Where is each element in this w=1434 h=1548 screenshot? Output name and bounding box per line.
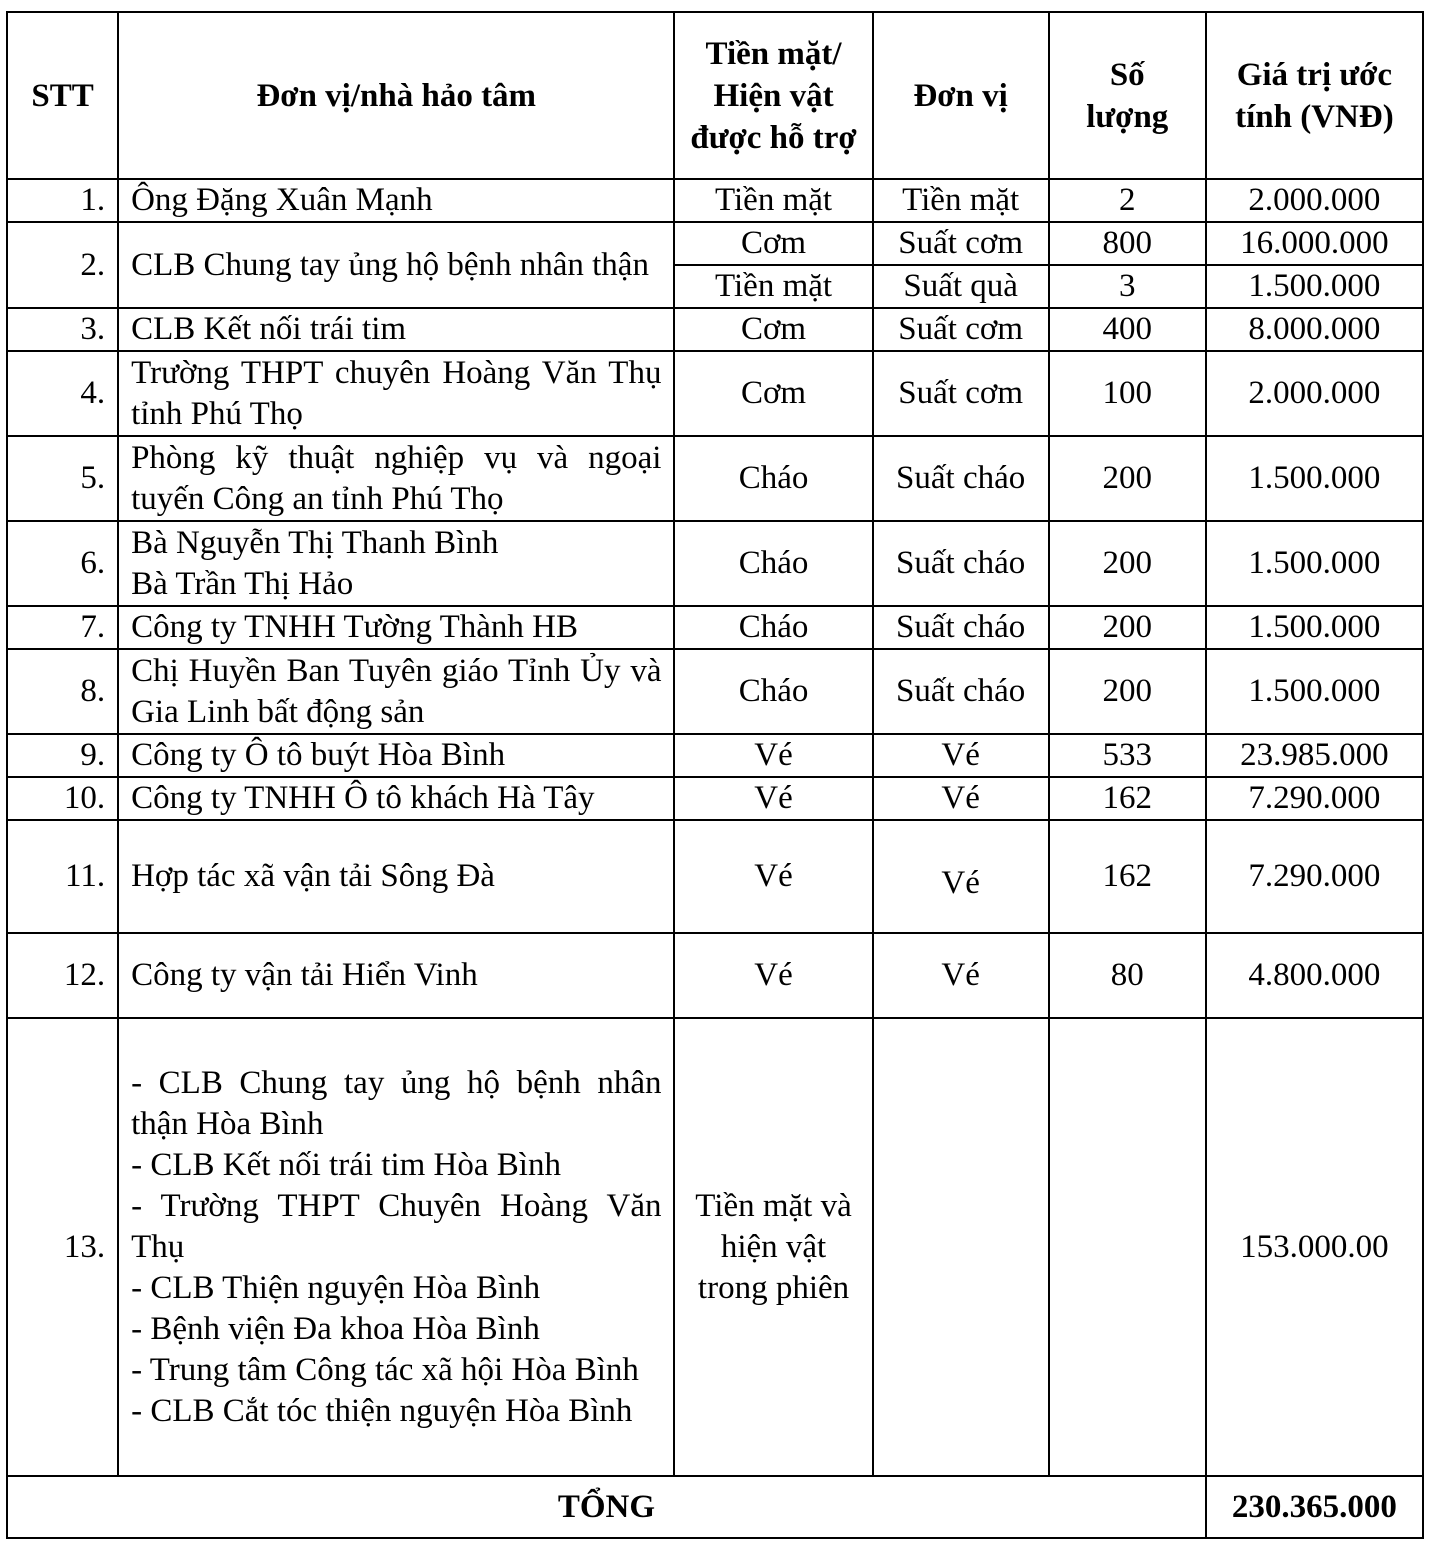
row-stt: 5. — [7, 436, 118, 521]
row-unit: Tiền mặt — [873, 179, 1049, 222]
row-donor: Trường THPT chuyên Hoàng Văn Thụ tỉnh Phú Thọ — [118, 351, 674, 436]
row-quantity: 80 — [1049, 933, 1206, 1018]
row-unit: Suất quà — [873, 265, 1049, 308]
table-row — [7, 820, 1423, 933]
row-quantity: 162 — [1049, 777, 1206, 820]
row-type: Tiền mặt — [674, 265, 872, 308]
row-stt: 7. — [7, 606, 118, 649]
donor-line: - CLB Chung tay ủng hộ bệnh nhân thận Hòa Bình — [131, 1064, 662, 1142]
row-type: Vé — [674, 734, 872, 777]
row-donor: Công ty Ô tô buýt Hòa Bình — [118, 734, 674, 777]
row-quantity: 162 — [1049, 820, 1206, 933]
table-row — [7, 734, 1423, 777]
row-stt: 4. — [7, 351, 118, 436]
row-quantity: 200 — [1049, 606, 1206, 649]
donor-line: - CLB Cắt tóc thiện nguyện Hòa Bình — [131, 1392, 633, 1429]
row-value: 8.000.000 — [1206, 308, 1423, 351]
row-donor: Chị Huyền Ban Tuyên giáo Tỉnh Ủy và Gia Linh bất động sản — [118, 649, 674, 734]
row-donor: Phòng kỹ thuật nghiệp vụ và ngoại tuyến Công an tỉnh Phú Thọ — [118, 436, 674, 521]
row-value: 2.000.000 — [1206, 351, 1423, 436]
row-quantity: 2 — [1049, 179, 1206, 222]
row-value: 1.500.000 — [1206, 521, 1423, 606]
row-type: Tiền mặt — [674, 179, 872, 222]
row-donor: Ông Đặng Xuân Mạnh — [118, 179, 674, 222]
row-unit: Vé — [873, 777, 1049, 820]
donor-line: Bà Trần Thị Hảo — [131, 565, 354, 602]
table-row — [7, 606, 1423, 649]
row-type: Cơm — [674, 308, 872, 351]
table-row — [7, 777, 1423, 820]
total-label: TỔNG — [7, 1476, 1206, 1538]
donor-line: Bà Nguyễn Thị Thanh Bình — [131, 524, 499, 561]
row-type: Cháo — [674, 521, 872, 606]
row-quantity: 533 — [1049, 734, 1206, 777]
table-row — [7, 308, 1423, 351]
row-donor: CLB Chung tay ủng hộ bệnh nhân thận — [118, 222, 674, 308]
row-type: Cháo — [674, 606, 872, 649]
row-donor: Công ty vận tải Hiển Vinh — [118, 933, 674, 1018]
header-value: Giá trị ước tính (VNĐ) — [1206, 12, 1423, 179]
row-donor — [118, 521, 674, 606]
row-unit: Vé — [873, 820, 1049, 933]
donor-line: - Trung tâm Công tác xã hội Hòa Bình — [131, 1351, 639, 1388]
row-value: 7.290.000 — [1206, 777, 1423, 820]
header-type: Tiền mặt/ Hiện vật được hỗ trợ — [674, 12, 872, 179]
row-donor: Công ty TNHH Tường Thành HB — [118, 606, 674, 649]
row-quantity: 200 — [1049, 436, 1206, 521]
row-stt: 1. — [7, 179, 118, 222]
row-value: 2.000.000 — [1206, 179, 1423, 222]
table-row — [7, 521, 1423, 606]
donor-line: - CLB Kết nối trái tim Hòa Bình — [131, 1146, 561, 1183]
row-type: Tiền mặt và hiện vật trong phiên — [674, 1018, 872, 1476]
header-row — [7, 12, 1423, 179]
row-stt: 12. — [7, 933, 118, 1018]
row-type: Cháo — [674, 649, 872, 734]
row-unit: Suất cháo — [873, 521, 1049, 606]
header-quantity: Số lượng — [1049, 12, 1206, 179]
row-unit: Vé — [873, 933, 1049, 1018]
row-quantity: 200 — [1049, 521, 1206, 606]
row-donor: Hợp tác xã vận tải Sông Đà — [118, 820, 674, 933]
row-quantity: 800 — [1049, 222, 1206, 265]
table-row — [7, 222, 1423, 265]
row-quantity: 400 — [1049, 308, 1206, 351]
row-quantity — [1049, 1018, 1206, 1476]
row-type: Vé — [674, 777, 872, 820]
row-value: 7.290.000 — [1206, 820, 1423, 933]
row-value: 1.500.000 — [1206, 436, 1423, 521]
header-stt: STT — [7, 12, 118, 179]
row-unit — [873, 1018, 1049, 1476]
row-value: 1.500.000 — [1206, 265, 1423, 308]
row-donor: CLB Kết nối trái tim — [118, 308, 674, 351]
row-unit: Suất cơm — [873, 351, 1049, 436]
table-row — [7, 179, 1423, 222]
row-unit: Suất cháo — [873, 649, 1049, 734]
row-stt: 11. — [7, 820, 118, 933]
row-value: 16.000.000 — [1206, 222, 1423, 265]
row-stt: 3. — [7, 308, 118, 351]
row-donor: Công ty TNHH Ô tô khách Hà Tây — [118, 777, 674, 820]
row-stt: 10. — [7, 777, 118, 820]
donations-table — [6, 11, 1424, 1539]
row-stt: 8. — [7, 649, 118, 734]
row-stt: 13. — [7, 1018, 118, 1476]
row-value: 1.500.000 — [1206, 606, 1423, 649]
table-row — [7, 1018, 1423, 1476]
header-unit: Đơn vị — [873, 12, 1049, 179]
row-value: 4.800.000 — [1206, 933, 1423, 1018]
table-row — [7, 933, 1423, 1018]
row-value: 23.985.000 — [1206, 734, 1423, 777]
row-unit: Suất cháo — [873, 436, 1049, 521]
row-value: 153.000.00 — [1206, 1018, 1423, 1476]
row-donor — [118, 1018, 674, 1476]
row-type: Cơm — [674, 222, 872, 265]
donor-line: - Bệnh viện Đa khoa Hòa Bình — [131, 1310, 540, 1347]
row-value: 1.500.000 — [1206, 649, 1423, 734]
row-quantity: 3 — [1049, 265, 1206, 308]
header-donor: Đơn vị/nhà hảo tâm — [118, 12, 674, 179]
row-stt: 9. — [7, 734, 118, 777]
row-type: Cháo — [674, 436, 872, 521]
row-type: Vé — [674, 820, 872, 933]
row-unit: Vé — [873, 734, 1049, 777]
donor-line: - CLB Thiện nguyện Hòa Bình — [131, 1269, 541, 1306]
row-unit: Suất cháo — [873, 606, 1049, 649]
row-unit: Suất cơm — [873, 222, 1049, 265]
total-value: 230.365.000 — [1206, 1476, 1423, 1538]
table-row — [7, 351, 1423, 436]
row-type: Vé — [674, 933, 872, 1018]
row-quantity: 200 — [1049, 649, 1206, 734]
table-row — [7, 436, 1423, 521]
row-unit: Suất cơm — [873, 308, 1049, 351]
row-stt: 6. — [7, 521, 118, 606]
row-quantity: 100 — [1049, 351, 1206, 436]
row-stt: 2. — [7, 222, 118, 308]
donor-line: - Trường THPT Chuyên Hoàng Văn Thụ — [131, 1187, 662, 1265]
total-row — [7, 1476, 1423, 1538]
row-type: Cơm — [674, 351, 872, 436]
table-row — [7, 649, 1423, 734]
